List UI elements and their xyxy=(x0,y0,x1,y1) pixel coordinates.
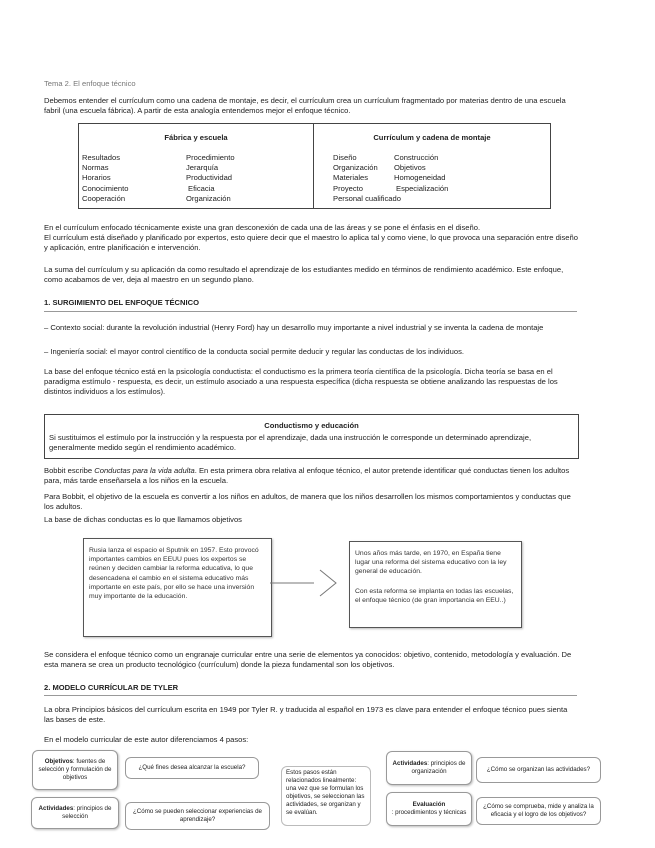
paragraph-tyler-obra: La obra Principios básicos del currículum escrita en 1949 por Tyler R. y traducida al español en 1973 es clave para entender el enfoque técnico pues sienta las bases de este. xyxy=(44,705,568,725)
bullet-ingenieria-social: – Ingeniería social: el mayor control científico de la conducta social permite deducir y regular las conductas de los individuos. xyxy=(44,347,464,356)
bullet-contexto-social: – Contexto social: durante la revolución industrial (Henry Ford) hay un desarrollo muy importante a nivel industrial y se inventa la cadena de montaje xyxy=(44,323,544,332)
paragraph-suma: La suma del currículum y su aplicación da como resultado el aprendizaje de los estudiantes medido en términos de rendimiento académico. Este enfoque, como acabamos de ver, deja al maestro en un segundo plano. xyxy=(44,265,564,285)
tyler-objetivos-question: ¿Qué fines desea alcanzar la escuela? xyxy=(125,757,259,779)
section-heading-2: 2. MODELO CURRÍCULAR DE TYLER xyxy=(44,683,179,692)
table-right-col1: Diseño Organización Materiales Proyecto Personal cualificado xyxy=(333,153,401,203)
tyler-actividades-seleccion-question: ¿Cómo se pueden seleccionar experiencias de aprendizaje? xyxy=(125,802,270,830)
tyler-center-note: Estos pasos están relacionados linealmente: una vez que se formulan los objetivos, se seleccionan las actividades, se organizan y se evalúan. xyxy=(281,766,371,826)
paragraph-engranaje: Se considera el enfoque técnico como un engranaje curricular entre una serie de elementos ya conocidos: objetivo, contenido, metodología y evaluación. De esta manera se crea un producto tecnológico (currículum) donde la pieza fundamental son los objetivos. xyxy=(44,650,572,670)
table-left-col1: Resultados Normas Horarios Conocimiento Cooperación xyxy=(82,153,129,203)
note-espana-text-2: Con esta reforma se implanta en todas las escuelas, el enfoque técnico (de gran importancia en EEU..) xyxy=(355,588,514,605)
paragraph-desconexion: En el currículum enfocado técnicamente existe una gran desconexión de cada una de las áreas y se pone el énfasis en el diseño. xyxy=(44,223,481,232)
paragraph-objetivos: La base de dichas conductas es lo que llamamos objetivos xyxy=(44,515,242,524)
paragraph-objetivo-escuela: Para Bobbit, el objetivo de la escuela es convertir a los niños en adultos, de manera que los niños desarrollen los mismos comportamientos y conductas que los adultos. xyxy=(44,492,571,512)
note-sputnik xyxy=(83,538,272,637)
arrow-right-icon xyxy=(262,566,344,600)
tyler-objetivos-box: Objetivos: fuentes de selección y formulación de objetivos xyxy=(32,750,118,790)
note-espana-text-1: Unos años más tarde, en 1970, en España tiene lugar una reforma del sistema educativo con la ley general de educación. xyxy=(355,550,507,576)
table-left-col2: Procedimiento Jerarquía Productividad Eficacia Organización xyxy=(186,153,235,203)
conductismo-text: Si sustituimos el estímulo por la instrucción y la respuesta por el aprendizaje, dada una instrucción le corresponde un determinado aprendizaje, generalmente medido según el rendimiento académico. xyxy=(49,433,532,453)
paragraph-bobbitt: Bobbit escribe Conductas para la vida adulta. En esta primera obra relativa al enfoque técnico, el autor pretende identificar qué conductas tienen los adultos para, más tarde enseñarsela a los niños en la escuela. xyxy=(44,466,570,486)
paragraph-cuatro-pasos: En el modelo curricular de este autor diferenciamos 4 pasos: xyxy=(44,735,249,744)
page-title: Tema 2. El enfoque técnico xyxy=(44,79,136,88)
tyler-actividades-organizacion-box: Actividades: principios de organización xyxy=(386,751,472,785)
section-divider xyxy=(44,311,577,312)
tyler-actividades-seleccion-box: Actividades: principios de selección xyxy=(31,797,119,829)
table-right-col2: Construcción Objetivos Homogeneidad Especialización xyxy=(394,153,449,193)
table-right-header: Currículum y cadena de montaje xyxy=(373,133,491,142)
section-divider xyxy=(44,695,577,696)
note-espana xyxy=(349,541,522,628)
tyler-actividades-organizacion-question: ¿Cómo se organizan las actividades? xyxy=(476,757,601,783)
intro-paragraph: Debemos entender el currículum como una cadena de montaje, es decir, el currículum crea un currículum fragmentado por materias dentro de una escuela fabril (una escuela fábrica). A partir de esta analogía entendemos mejor el enfoque técnico. xyxy=(44,96,566,116)
conductismo-box xyxy=(44,414,579,459)
section-heading-1: 1. SURGIMIENTO DEL ENFOQUE TÉCNICO xyxy=(44,298,199,307)
tyler-evaluacion-question: ¿Cómo se comprueba, mide y analiza la eficacia y el logro de los objetivos? xyxy=(476,797,601,825)
note-sputnik-text: Rusia lanza el espacio el Sputnik en 1957. Esto provocó importantes cambios en EEUU pues los expertos se reúnen y deciden cambiar la reforma educativa, lo que desencadena el cambio en el sistema educativo más importante en este país, por ello se hace una inversión muy importante de la educación. xyxy=(89,547,259,601)
table-left-header: Fábrica y escuela xyxy=(164,133,228,142)
analogy-table xyxy=(78,123,551,209)
paragraph-conductismo-base: La base del enfoque técnico está en la psicología conductista: el conductismo es la primera teoría científica de la psicología. Dicha teoría se basa en el paradigma estímulo - respuesta, es decir, un estímulo asociado a una respuesta específica (dicha respuesta se obtiene analizando las respuestas de los distintos individuos a los estímulos). xyxy=(44,367,558,397)
conductismo-title: Conductismo y educación xyxy=(264,421,359,430)
tyler-evaluacion-box: Evaluación : procedimientos y técnicas xyxy=(386,792,472,826)
paragraph-disenado: El currículum está diseñado y planificado por expertos, esto quiere decir que el maestro lo aplica tal y como viene, lo que provoca una separación entre diseño y aplicación, entre planificación e intervención. xyxy=(44,233,578,253)
